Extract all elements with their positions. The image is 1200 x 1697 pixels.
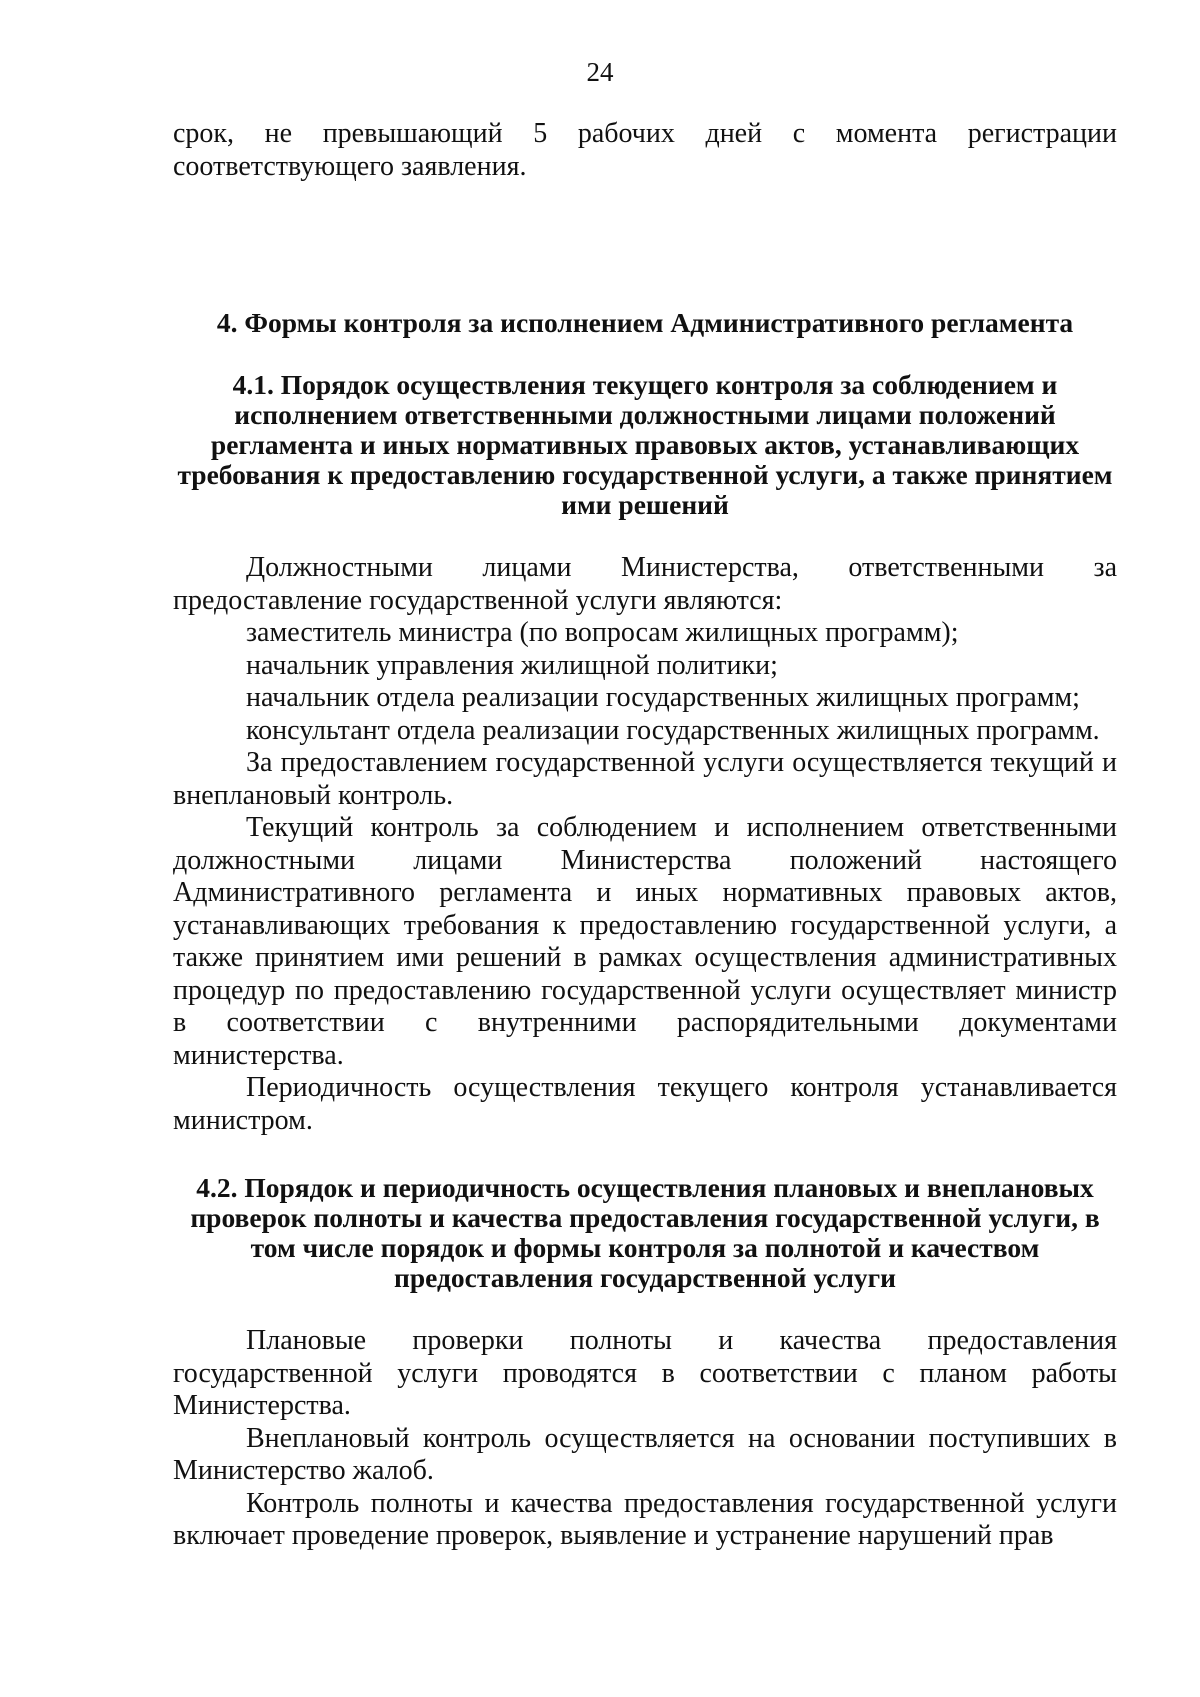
intro-block bbox=[173, 118, 1117, 183]
subsection-4-1-heading: 4.1. Порядок осуществления текущего контроля за соблюдением и исполнением ответственными должностными лицами положений регламента и иных нормативных правовых актов, устанавливающих требования к предоставлению государственной услуги, а также принятием ими решений bbox=[177, 369, 1113, 520]
intro-paragraph: срок, не превышающий 5 рабочих дней с момента регистрации соответствующего заявления. bbox=[173, 118, 1117, 182]
page-number: 24 bbox=[586, 57, 614, 87]
officials-paragraph: Должностными лицами Министерства, ответственными за предоставление государственной услуги являются: bbox=[173, 552, 1117, 616]
section-4-heading: 4. Формы контроля за исполнением Административного регламента bbox=[216, 307, 1074, 338]
unplanned-control-paragraph: Внеплановый контроль осуществляется на основании поступивших в Министерство жалоб. bbox=[173, 1422, 1117, 1486]
subsection-4-2-heading: 4.2. Порядок и периодичность осуществления плановых и внеплановых проверок полноты и качества предоставления государственной услуги, в том числе порядок и формы контроля за полнотой и качеством предоставления государственной услуги bbox=[190, 1172, 1100, 1293]
periodicity-paragraph: Периодичность осуществления текущего контроля устанавливается министром. bbox=[173, 1072, 1117, 1136]
section-4 bbox=[173, 308, 1117, 1553]
officials-list-item: консультант отдела реализации государственных жилищных программ. bbox=[246, 714, 1100, 746]
officials-list-item: начальник управления жилищной политики; bbox=[246, 649, 778, 681]
officials-list-item: начальник отдела реализации государственных жилищных программ; bbox=[246, 682, 1080, 713]
planned-checks-paragraph: Плановые проверки полноты и качества предоставления государственной услуги проводятся в соответствии с планом работы Министерства. bbox=[173, 1325, 1117, 1421]
control-scope-paragraph: Контроль полноты и качества предоставления государственной услуги включает проведение проверок, выявление и устранение нарушений прав bbox=[173, 1487, 1117, 1551]
officials-list-item: заместитель министра (по вопросам жилищных программ); bbox=[246, 617, 959, 648]
current-control-paragraph: Текущий контроль за соблюдением и исполнением ответственными должностными лицами Министерства положений настоящего Административного регламента и иных нормативных правовых актов, устанавливающих требования к предоставлению государственной услуги, а также принятием ими решений в рамках осуществления административных процедур по предоставлению государственной услуги осуществляет министр в соответствии с внутренними распорядительными документами министерства. bbox=[173, 812, 1117, 1071]
control-types-paragraph: За предоставлением государственной услуги осуществляется текущий и внеплановый контроль. bbox=[173, 747, 1117, 811]
